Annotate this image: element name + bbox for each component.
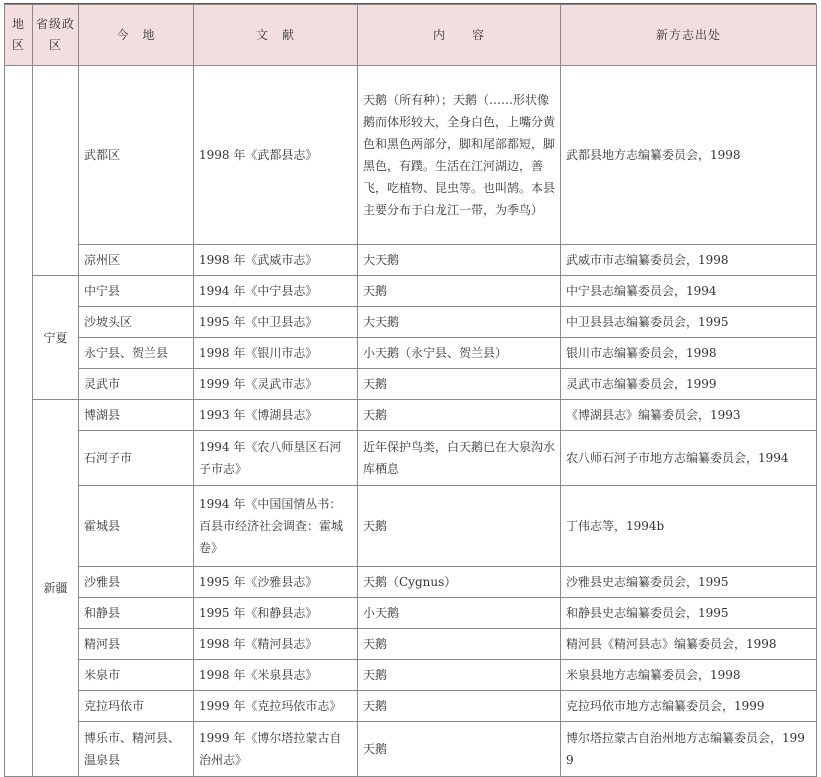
source-cell: 精河县《精河县志》编纂委员会，1998 xyxy=(561,629,817,660)
literature-cell: 1995 年《和静县志》 xyxy=(194,598,358,629)
content-cell: 小天鹅 xyxy=(358,598,561,629)
place-cell: 沙坡头区 xyxy=(79,307,194,338)
place-cell: 中宁县 xyxy=(79,276,194,307)
content-cell: 近年保护鸟类，白天鹅已在大泉沟水库栖息 xyxy=(358,431,561,486)
literature-cell: 1993 年《博湖县志》 xyxy=(194,400,358,431)
literature-cell: 1998 年《精河县志》 xyxy=(194,629,358,660)
place-cell: 精河县 xyxy=(79,629,194,660)
table-body xyxy=(5,66,817,777)
table-row xyxy=(5,369,817,400)
source-cell: 克拉玛依市地方志编纂委员会，1999 xyxy=(561,691,817,722)
place-cell: 霍城县 xyxy=(79,486,194,567)
table-row xyxy=(5,276,817,307)
table-row xyxy=(5,400,817,431)
province-cell xyxy=(33,66,79,276)
region-cell xyxy=(5,66,33,777)
content-cell: 天鹅（所有种）；天鹅（……形状像鹅而体形较大，全身白色，上嘴分黄色和黑色两部分，脚和尾部都短，脚黑色，有蹼。生活在江河湖边，善飞，吃植物、昆虫等。也叫鹄。本县主要分布于白龙江一带，为季鸟） xyxy=(358,66,561,245)
place-cell: 沙雅县 xyxy=(79,567,194,598)
header-place: 今 地 xyxy=(79,5,194,66)
content-cell: 天鹅（Cygnus） xyxy=(358,567,561,598)
literature-cell: 1998 年《武威市志》 xyxy=(194,245,358,276)
table-row xyxy=(5,691,817,722)
literature-cell: 1994 年《中宁县志》 xyxy=(194,276,358,307)
table-row xyxy=(5,338,817,369)
place-cell: 灵武市 xyxy=(79,369,194,400)
content-cell: 天鹅 xyxy=(358,722,561,777)
source-cell: 武威市市志编纂委员会，1998 xyxy=(561,245,817,276)
header-content: 内 容 xyxy=(358,5,561,66)
literature-cell: 1995 年《中卫县志》 xyxy=(194,307,358,338)
table-row xyxy=(5,660,817,691)
source-cell: 中卫县县志编纂委员会，1995 xyxy=(561,307,817,338)
content-cell: 天鹅 xyxy=(358,486,561,567)
literature-cell: 1994 年《中国国情丛书：百县市经济社会调查：霍城卷》 xyxy=(194,486,358,567)
content-cell: 大天鹅 xyxy=(358,307,561,338)
table-row xyxy=(5,598,817,629)
table-row xyxy=(5,722,817,777)
source-cell: 银川市志编纂委员会，1998 xyxy=(561,338,817,369)
literature-cell: 1998 年《米泉县志》 xyxy=(194,660,358,691)
place-cell: 石河子市 xyxy=(79,431,194,486)
source-cell: 《博湖县志》编纂委员会，1993 xyxy=(561,400,817,431)
content-cell: 天鹅 xyxy=(358,691,561,722)
source-cell: 和静县史志编纂委员会，1995 xyxy=(561,598,817,629)
content-cell: 大天鹅 xyxy=(358,245,561,276)
source-cell: 农八师石河子市地方志编纂委员会，1994 xyxy=(561,431,817,486)
place-cell: 和静县 xyxy=(79,598,194,629)
province-ningxia: 宁夏 xyxy=(33,276,79,400)
place-cell: 武都区 xyxy=(79,66,194,245)
source-cell: 武都县地方志编纂委员会，1998 xyxy=(561,66,817,245)
literature-cell: 1994 年《农八师垦区石河子市志》 xyxy=(194,431,358,486)
source-cell: 博尔塔拉蒙古自治州地方志编纂委员会，1999 xyxy=(561,722,817,777)
header-province: 省级政区 xyxy=(33,5,79,66)
header-literature: 文 献 xyxy=(194,5,358,66)
source-cell: 灵武市志编纂委员会，1999 xyxy=(561,369,817,400)
content-cell: 天鹅 xyxy=(358,660,561,691)
literature-cell: 1995 年《沙雅县志》 xyxy=(194,567,358,598)
literature-cell: 1999 年《灵武市志》 xyxy=(194,369,358,400)
content-cell: 天鹅 xyxy=(358,369,561,400)
table-row xyxy=(5,629,817,660)
place-cell: 米泉市 xyxy=(79,660,194,691)
place-cell: 凉州区 xyxy=(79,245,194,276)
table-row xyxy=(5,66,817,245)
literature-cell: 1998 年《武都县志》 xyxy=(194,66,358,245)
table-header xyxy=(5,5,817,66)
table-row xyxy=(5,307,817,338)
content-cell: 小天鹅（永宁县、贺兰县） xyxy=(358,338,561,369)
header-source: 新方志出处 xyxy=(561,5,817,66)
gazetteer-table xyxy=(4,4,817,777)
province-xinjiang: 新疆 xyxy=(33,400,79,777)
table-row xyxy=(5,431,817,486)
literature-cell: 1999 年《博尔塔拉蒙古自治州志》 xyxy=(194,722,358,777)
source-cell: 米泉县地方志编纂委员会，1998 xyxy=(561,660,817,691)
literature-cell: 1999 年《克拉玛依市志》 xyxy=(194,691,358,722)
place-cell: 博湖县 xyxy=(79,400,194,431)
header-region: 地区 xyxy=(5,5,33,66)
literature-cell: 1998 年《银川市志》 xyxy=(194,338,358,369)
table-row xyxy=(5,567,817,598)
content-cell: 天鹅 xyxy=(358,400,561,431)
place-cell: 永宁县、贺兰县 xyxy=(79,338,194,369)
table-row xyxy=(5,245,817,276)
content-cell: 天鹅 xyxy=(358,629,561,660)
source-cell: 沙雅县史志编纂委员会，1995 xyxy=(561,567,817,598)
table-row xyxy=(5,486,817,567)
source-cell: 丁伟志等，1994b xyxy=(561,486,817,567)
content-cell: 天鹅 xyxy=(358,276,561,307)
place-cell: 克拉玛依市 xyxy=(79,691,194,722)
place-cell: 博乐市、精河县、温泉县 xyxy=(79,722,194,777)
source-cell: 中宁县志编纂委员会，1994 xyxy=(561,276,817,307)
